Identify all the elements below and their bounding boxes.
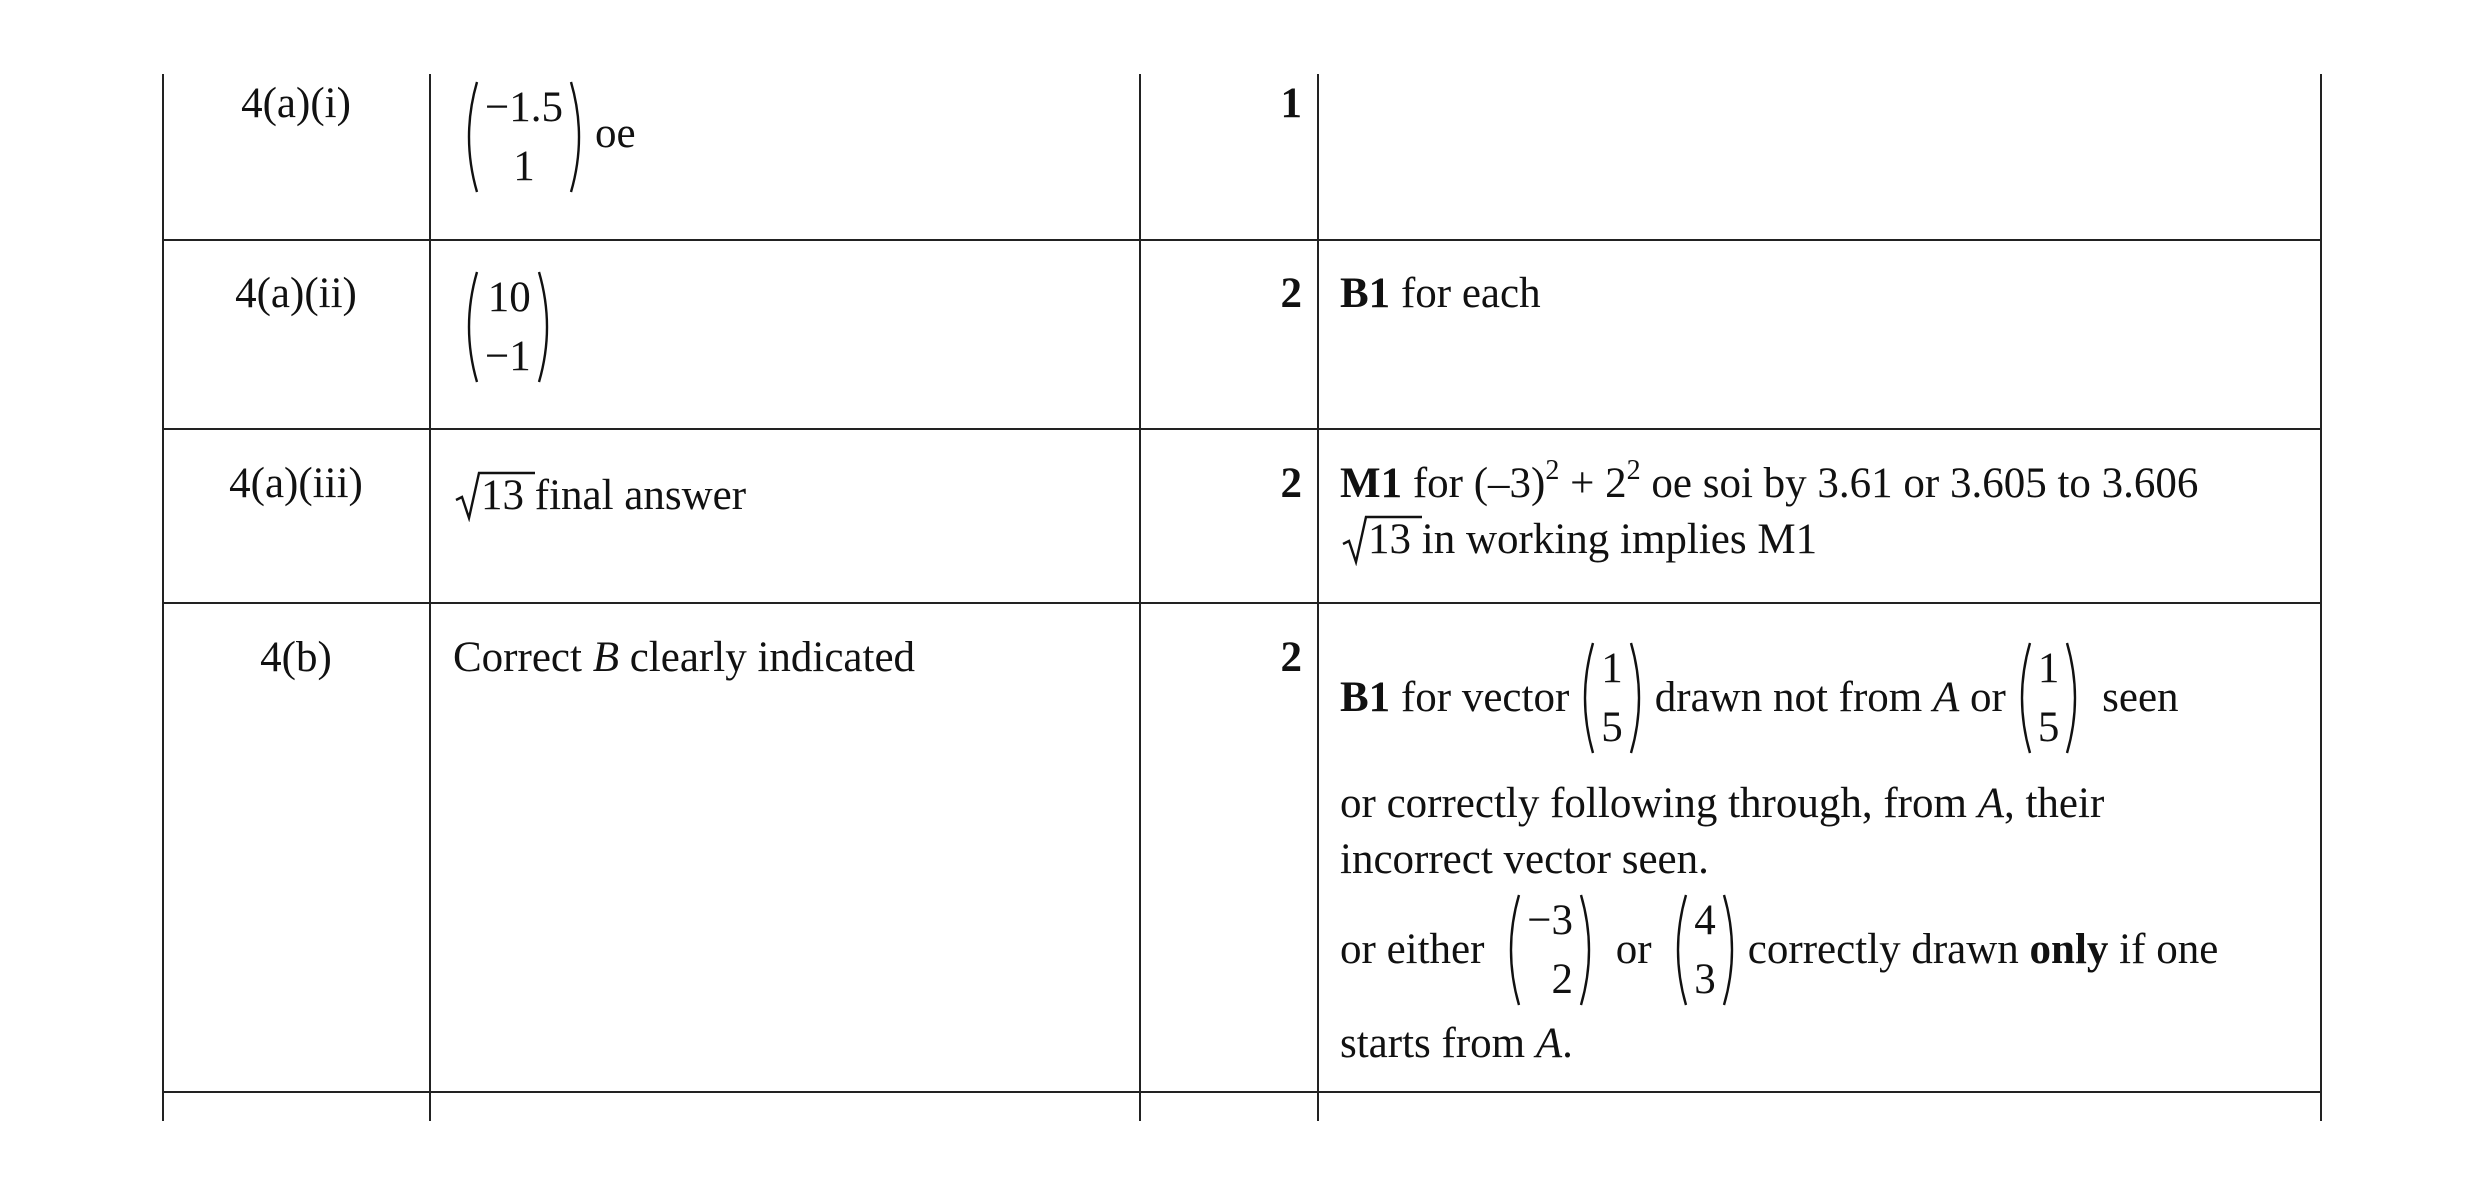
- left-paren-icon: [459, 78, 481, 196]
- guidance-cell: [1340, 456, 2198, 568]
- answer-suffix: oe: [595, 109, 636, 157]
- guidance-line: [1340, 512, 2198, 568]
- vector-top: 4: [1694, 896, 1716, 944]
- mark-code: B1: [1340, 270, 1391, 317]
- guidance-line: [1340, 1016, 2218, 1072]
- vector-bottom: 1: [513, 142, 535, 190]
- answer-cell: [453, 468, 746, 524]
- point-label: B: [592, 634, 619, 681]
- column-vector: [459, 268, 557, 386]
- point-label: A: [1977, 780, 2004, 827]
- guidance-cell: [1340, 634, 2218, 1072]
- vector-bottom: 2: [1551, 955, 1573, 1003]
- mark-code: B1: [1340, 674, 1391, 721]
- column-divider-1: [429, 74, 431, 1121]
- right-paren-icon: [567, 78, 589, 196]
- left-paren-icon: [2012, 639, 2034, 757]
- guidance-text: if one: [2108, 926, 2219, 973]
- guidance-text: starts from: [1340, 1020, 1536, 1067]
- guidance-line: [1340, 832, 2218, 888]
- guidance-text: + 2: [1559, 460, 1627, 507]
- marks: 1: [1280, 80, 1302, 127]
- left-paren-icon: [1501, 891, 1523, 1009]
- radical-sign-icon: [1342, 514, 1422, 566]
- vector-top: 1: [2037, 644, 2060, 692]
- guidance-text: incorrect vector seen.: [1340, 836, 1709, 883]
- left-paren-icon: [459, 268, 481, 386]
- answer-text: final answer: [534, 472, 747, 519]
- guidance-text: correctly drawn: [1747, 926, 2030, 973]
- row-divider-1: [162, 239, 2322, 241]
- marks: 2: [1280, 634, 1302, 681]
- guidance-cell: [1340, 266, 1541, 322]
- table-border-left: [162, 74, 164, 1121]
- answer-text: clearly indicated: [618, 634, 916, 681]
- point-label: A: [1535, 1020, 1563, 1067]
- row-divider-4: [162, 1091, 2322, 1093]
- vector-bottom: 5: [1601, 703, 1623, 751]
- answer-cell: [453, 78, 636, 196]
- point-label: A: [1933, 674, 1960, 721]
- guidance-line: [1340, 456, 2198, 512]
- guidance-text: seen: [2102, 674, 2179, 721]
- radicand: 13: [1368, 516, 1411, 563]
- vector-top: 10: [487, 273, 531, 321]
- emphasis-text: only: [2029, 926, 2109, 973]
- vector-top: −1.5: [485, 83, 564, 131]
- guidance-text: oe soi by 3.61 or 3.605 to 3.606: [1640, 460, 2199, 507]
- right-paren-icon: [1627, 639, 1649, 757]
- left-paren-icon: [1575, 639, 1597, 757]
- guidance-text: .: [1562, 1020, 1573, 1067]
- column-vector: [2012, 639, 2086, 757]
- radical-sign-icon: [455, 470, 535, 522]
- guidance-text: for vector: [1400, 674, 1570, 721]
- right-paren-icon: [535, 268, 557, 386]
- row-divider-3: [162, 602, 2322, 604]
- guidance-line: [1340, 634, 2218, 762]
- column-vector: [459, 78, 589, 196]
- right-paren-icon: [1577, 891, 1599, 1009]
- guidance-text: or correctly following through, from: [1340, 780, 1978, 827]
- vector-bottom: 3: [1694, 955, 1716, 1003]
- question-number: 4(b): [260, 634, 332, 681]
- radicand: 13: [481, 472, 524, 519]
- column-divider-3: [1317, 74, 1319, 1121]
- vector-top: −3: [1527, 896, 1573, 944]
- guidance-line: [1340, 776, 2218, 832]
- marks: 2: [1280, 460, 1302, 507]
- question-number: 4(a)(i): [241, 80, 351, 127]
- answer-cell: [453, 268, 563, 386]
- question-number: 4(a)(iii): [229, 460, 363, 507]
- guidance-text: or either: [1340, 926, 1485, 973]
- row-divider-2: [162, 428, 2322, 430]
- column-vector: [1575, 639, 1649, 757]
- column-divider-2: [1139, 74, 1141, 1121]
- column-vector: [1668, 891, 1742, 1009]
- mark-code: M1: [1340, 460, 1403, 507]
- question-number: 4(a)(ii): [235, 270, 357, 317]
- vector-bottom: −1: [485, 332, 531, 380]
- guidance-text: for each: [1400, 270, 1541, 317]
- guidance-text: , their: [2003, 780, 2105, 827]
- guidance-text: for (–3): [1412, 460, 1546, 507]
- column-vector: [1501, 891, 1599, 1009]
- guidance-text: or: [1615, 926, 1652, 973]
- guidance-text: in working implies M1: [1421, 516, 1818, 563]
- answer-cell: [453, 630, 915, 686]
- guidance-text: or: [1970, 674, 2006, 721]
- square-root: [455, 468, 524, 524]
- right-paren-icon: [2063, 639, 2085, 757]
- right-paren-icon: [1720, 891, 1742, 1009]
- guidance-line: [1340, 888, 2218, 1012]
- guidance-text: drawn not from: [1654, 674, 1923, 721]
- answer-text: Correct: [453, 634, 593, 681]
- exponent: 2: [1545, 455, 1560, 486]
- left-paren-icon: [1668, 891, 1690, 1009]
- exponent: 2: [1626, 455, 1641, 486]
- vector-top: 1: [1601, 644, 1623, 692]
- table-border-right: [2320, 74, 2322, 1121]
- vector-bottom: 5: [2037, 703, 2060, 751]
- square-root: [1342, 512, 1411, 568]
- marks: 2: [1280, 270, 1302, 317]
